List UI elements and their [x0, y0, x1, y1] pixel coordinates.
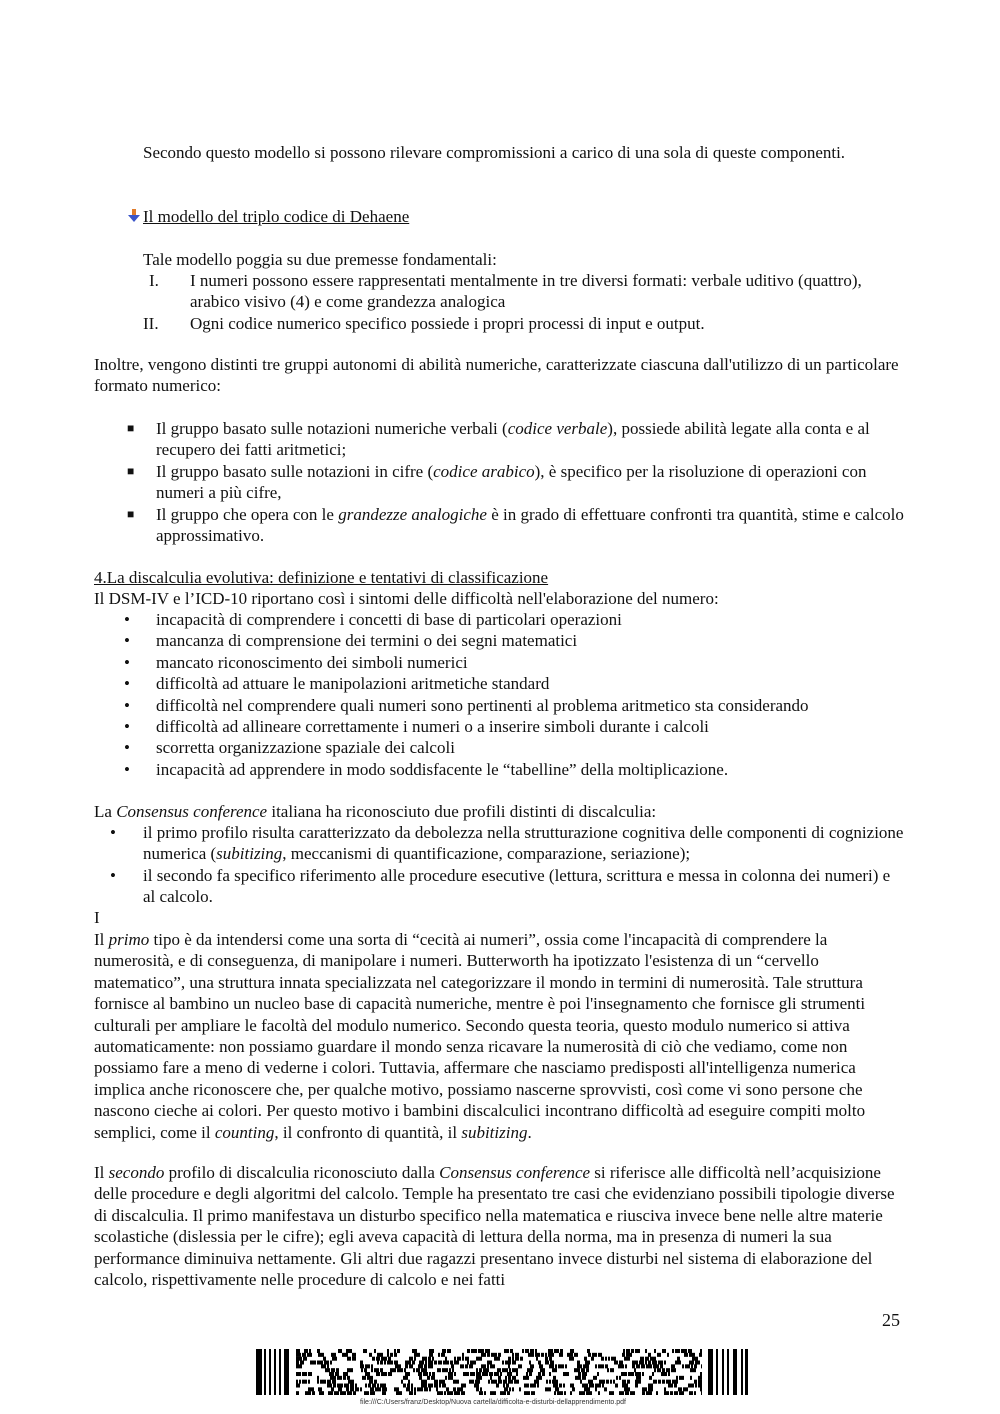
down-arrow-bullet-icon: [128, 207, 140, 228]
list-item-text: I numeri possono essere rappresentati mentalmente in tre diversi formati: verbale uditivo (quattro), arabico visivo (4) e come grandezza analogica: [190, 271, 862, 312]
list-item-emphasis: codice arabico: [433, 461, 535, 481]
barcode-icon: [256, 1349, 748, 1395]
symptoms-intro: Il DSM-IV e l’ICD-10 riportano così i sintomi delle difficoltà nell'elaborazione del numero:: [94, 589, 719, 608]
first-profile-paragraph: Il primo tipo è da intendersi come una sorta di “cecità ai numeri”, ossia come l'incapacità di comprendere la numerosità, e di conseguenza, di manipolare i numeri. Butterworth ha ipotizzato l'esistenza di un “cervello matematico”, una struttura innata specializzata nel categorizzare il mondo in termini di numerosità. Tale struttura fornisce al bambino un nucleo base di capacità numeriche, mentre è poi l'insegnamento che fornisce gli strumenti culturali per ampliare le facoltà del modulo numerico. Secondo questa teoria, questo modulo numerico si attiva automaticamente: non possiamo guardare il mondo senza ricavare la numerosità di ciò che vediamo, come non possiamo fare a meno di vederne i colori. Tuttavia, affermare che nasciamo predisposti all'intelligenza numerica implica anche riconoscere che, per qualche motivo, possiamo nascerne sprovvisti, così come vi sono persone che nascono cieche ai colori. Per questo motivo i bambini discalculici incontrano difficoltà ad eseguire compiti molto semplici, come il counting, il confronto di quantità, il subitizing.: [94, 930, 866, 1142]
list-item-text: ), è specifico per la risoluzione di operazioni con numeri a più cifre,: [156, 461, 867, 503]
list-item-text: Il gruppo basato sulle notazioni in cifre (: [156, 461, 434, 481]
groups-intro-paragraph: Inoltre, vengono distinti tre gruppi autonomi di abilità numeriche, caratterizzate ciascuna dall'utilizzo di un particolare formato numerico:: [94, 355, 899, 396]
list-item: [127, 461, 907, 504]
list-item-text: difficoltà nel comprendere quali numeri sono pertinenti al problema aritmetico sta considerando: [156, 695, 809, 715]
list-item: [124, 609, 904, 630]
round-bullet-icon: •: [124, 738, 130, 758]
list-item: [110, 822, 905, 865]
symptoms-list: [124, 609, 904, 780]
round-bullet-icon: •: [124, 631, 130, 651]
dehaene-premise: Tale modello poggia su due premesse fondamentali:: [143, 250, 497, 269]
list-item-text: Il gruppo basato sulle notazioni numeriche verbali (: [156, 419, 508, 438]
round-bullet-icon: •: [124, 652, 130, 672]
section-heading: 4.La discalculia evolutiva: definizione e tentativi di classificazione: [94, 568, 549, 587]
list-item-text: Il gruppo che opera con le: [156, 504, 339, 524]
list-item: [127, 504, 907, 547]
square-bullet-icon: ■: [127, 506, 135, 521]
list-item-text: è in grado di effettuare confronti tra quantità, stime e calcolo approssimativo.: [156, 504, 904, 546]
round-bullet-icon: •: [124, 759, 130, 779]
list-item: [143, 270, 903, 313]
stray-letter: I: [94, 908, 100, 927]
list-item: [124, 737, 904, 758]
file-path: file:///C:/Users/franz/Desktop/Nuova cartella/difficolta-e-disturbi-dellapprendimento.pdf: [360, 1399, 626, 1406]
round-bullet-icon: •: [110, 823, 116, 842]
page-number: 25: [882, 1310, 900, 1330]
list-item-text: , meccanismi di quantificazione, comparazione, seriazione);: [282, 844, 691, 864]
intro-paragraph: Secondo questo modello si possono rilevare compromissioni a carico di una sola di queste componenti.: [143, 143, 846, 162]
round-bullet-icon: •: [124, 717, 130, 737]
list-item-emphasis: subitizing: [216, 844, 283, 864]
list-item: [124, 652, 904, 673]
list-number: I.: [149, 271, 159, 290]
list-item-text: il primo profilo risulta caratterizzato da debolezza nella strutturazione cognitiva delle componenti di cognizione numerica (: [143, 823, 904, 864]
list-item: [143, 313, 903, 334]
dehaene-heading-text: Il modello del triplo codice di Dehaene: [143, 207, 410, 226]
square-bullet-icon: ■: [127, 463, 135, 478]
list-item-text: ), possiede abilità legate alla conta e al recupero dei fatti aritmetici;: [156, 419, 870, 460]
list-item: [110, 865, 905, 908]
dehaene-heading: [128, 206, 409, 228]
second-profile-paragraph: Il secondo profilo di discalculia riconosciuto dalla Consensus conference si riferisce alle difficoltà nell’acquisizione delle procedure e degli algoritmi del calcolo. Temple ha presentato tre casi che evidenziano possibili tipologie diverse di discalculia. Il primo manifestava un disturbo specifico nella matematica e riusciva invece bene nelle altre materie scolastiche (dislessia per le cifre); egli aveva capacità di lettura della norma, ma in presenza di numeri la sua performance diminuiva nettamente. Gli altri due ragazzi presentano invece disturbi nel sistema di elaborazione del calcolo, rispettivamente nelle procedure di calcolo e nei fatti: [94, 1163, 895, 1290]
profiles-list: [110, 822, 905, 908]
consensus-intro: La Consensus conference italiana ha riconosciuto due profili distinti di discalculia:: [94, 802, 657, 821]
list-item: [124, 630, 904, 651]
round-bullet-icon: •: [124, 674, 130, 694]
round-bullet-icon: •: [110, 865, 116, 885]
list-item-text: incapacità ad apprendere in modo soddisfacente le “tabelline” della moltiplicazione.: [156, 759, 729, 779]
list-item-text: mancanza di comprensione dei termini o dei segni matematici: [156, 631, 578, 651]
list-item: [124, 759, 904, 780]
list-item: [124, 695, 904, 716]
list-item-text: incapacità di comprendere i concetti di base di particolari operazioni: [156, 610, 622, 629]
list-item-emphasis: codice verbale: [507, 419, 608, 438]
list-item: [124, 716, 904, 737]
round-bullet-icon: •: [124, 695, 130, 715]
list-item: [127, 418, 907, 461]
list-item-text: difficoltà ad attuare le manipolazioni aritmetiche standard: [156, 674, 550, 694]
list-item-emphasis: grandezze analogiche: [338, 504, 487, 524]
round-bullet-icon: •: [124, 610, 130, 629]
list-item-text: scorretta organizzazione spaziale dei calcoli: [156, 738, 455, 758]
consensus-emphasis: Consensus conference: [116, 802, 268, 821]
square-bullet-icon: ■: [127, 421, 135, 435]
list-item-text: mancato riconoscimento dei simboli numerici: [156, 652, 468, 672]
list-item-text: difficoltà ad allineare correttamente i numeri o a inserire simboli durante i calcoli: [156, 717, 709, 737]
list-item-text: il secondo fa specifico riferimento alle procedure esecutive (lettura, scrittura e messa in colonna dei numeri) e al calcolo.: [143, 865, 891, 907]
list-item: [124, 673, 904, 694]
list-item-text: Ogni codice numerico specifico possiede i propri processi di input e output.: [190, 313, 705, 333]
list-number: II.: [143, 313, 159, 333]
premises-list: [143, 270, 903, 334]
groups-list: [127, 418, 907, 546]
